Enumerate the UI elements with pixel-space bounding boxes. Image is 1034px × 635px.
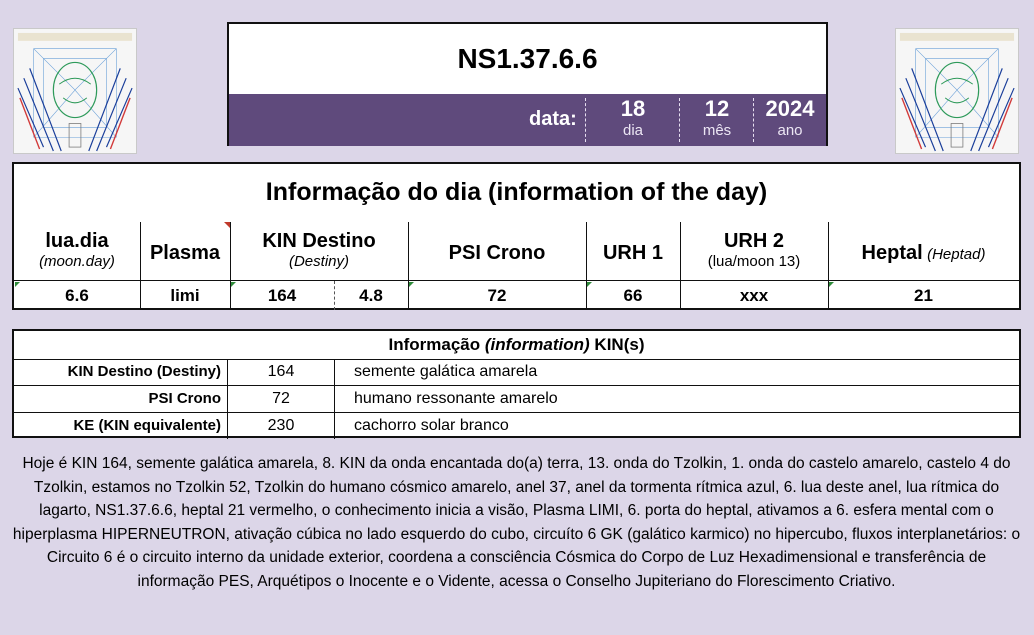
values-row	[14, 280, 1019, 311]
header-sub: (Heptad)	[927, 246, 986, 263]
header-urh2	[680, 222, 829, 280]
info-title: Informação do dia (information of the day)	[265, 178, 768, 206]
date-day-value: 18	[620, 96, 646, 121]
header-label: Heptal	[861, 242, 923, 264]
kin-header-italic: (information)	[484, 335, 590, 354]
date-label: data:	[529, 108, 577, 130]
date-year	[755, 96, 825, 140]
date-day-unit: dia	[622, 122, 644, 139]
date-month-unit: mês	[702, 122, 732, 139]
date-separator	[753, 98, 754, 142]
hypercube-figure-right	[895, 28, 1019, 154]
header-label: KIN Destino	[262, 230, 376, 252]
kin-row-number: 230	[228, 413, 335, 439]
date-separator	[679, 98, 680, 142]
header-label: URH 2	[723, 230, 784, 252]
header-heptal	[828, 222, 1019, 280]
kin-row-label: PSI Crono	[14, 386, 228, 412]
table-row	[14, 413, 1019, 439]
info-of-day-table	[12, 162, 1021, 310]
hypercube-figure-left	[13, 28, 137, 154]
kin-table-header	[14, 331, 1019, 360]
header-sub: (lua/moon 13)	[707, 253, 801, 270]
kin-row-name: cachorro solar branco	[354, 417, 509, 434]
cell-marker	[587, 282, 592, 287]
hypercube-figure-icon	[14, 29, 136, 153]
kin-row-label: KIN Destino (Destiny)	[14, 359, 228, 385]
header-urh1	[586, 222, 681, 280]
date-month	[681, 96, 753, 140]
header-label: lua.dia	[45, 230, 109, 252]
table-row	[14, 386, 1019, 413]
date-bar	[229, 94, 826, 146]
title-box	[227, 22, 828, 146]
date-separator	[585, 98, 586, 142]
header-psi-crono	[408, 222, 587, 280]
header-plasma	[140, 222, 231, 280]
header-kin-destino	[230, 222, 409, 280]
value-heptal: 21	[914, 286, 933, 305]
date-year-value: 2024	[765, 96, 815, 121]
header-sub: (Destiny)	[288, 253, 349, 270]
cell-marker	[15, 282, 20, 287]
header-label: Plasma	[149, 242, 221, 264]
page-title: NS1.37.6.6	[457, 43, 598, 74]
value-kin-destiny: 164	[230, 281, 335, 310]
cell-marker	[231, 282, 236, 287]
date-year-unit: ano	[777, 122, 803, 139]
value-psi-crono: 72	[408, 281, 587, 310]
cell-marker	[409, 282, 414, 287]
kin-header-suffix: KIN(s)	[589, 335, 645, 354]
date-day	[587, 96, 679, 140]
value-kin-destiny-2: 4.8	[334, 281, 409, 310]
header-moon-day	[14, 222, 141, 280]
value-plasma: limi	[140, 281, 231, 310]
day-description: Hoje é KIN 164, semente galática amarela, 8. KIN da onda encantada do(a) terra, 13. onda do Tzolkin, 1. onda do castelo amarelo, castelo 4 do Tzolkin, estamos no Tzolkin 52, Tzolkin do humano cósmico amarelo, anel 37, anel da tormenta rítmica azul, 6. lua deste anel, lua rítmica do lagarto, NS1.37.6.6, heptal 21 vermelho, o conhecimento inicia a visão, Plasma LIMI, 6. porta do heptal, ativamos a 6. esfera mental com o hiperplasma HIPERNEUTRON, ativação cúbica no lado esquerdo do cubo, circuíto 6 GK (galático karmico) no hipercubo, fluxos interplanetários: o Circuito 6 é o circuito interno da unidade exterior, coordena a consciência Cósmica do Corpo de Luz Hexadimensional e transferência de informação PES, Arquétipos o Inocente e o Vidente, acessa o Conselho Jupiteriano do Florescimento Criativo.	[12, 455, 1021, 590]
kin-row-number: 164	[228, 359, 335, 385]
header-label: PSI Crono	[448, 242, 546, 264]
cell-marker	[829, 282, 834, 287]
value-moon-day: 6.6	[14, 281, 141, 310]
kin-row-label: KE (KIN equivalente)	[14, 413, 228, 439]
table-row	[14, 359, 1019, 386]
kin-row-number: 72	[228, 386, 335, 412]
header-sub: (moon.day)	[39, 253, 115, 270]
kin-row-name: humano ressonante amarelo	[354, 390, 558, 407]
hypercube-figure-icon	[896, 29, 1018, 153]
header-label: URH 1	[602, 242, 663, 264]
kin-row-name: semente galática amarela	[354, 363, 538, 380]
value-urh2: xxx	[680, 281, 829, 310]
value-urh1: 66	[586, 281, 681, 310]
date-month-value: 12	[704, 96, 730, 121]
kin-header-text: Informação	[388, 335, 485, 354]
kin-info-table	[12, 329, 1021, 438]
